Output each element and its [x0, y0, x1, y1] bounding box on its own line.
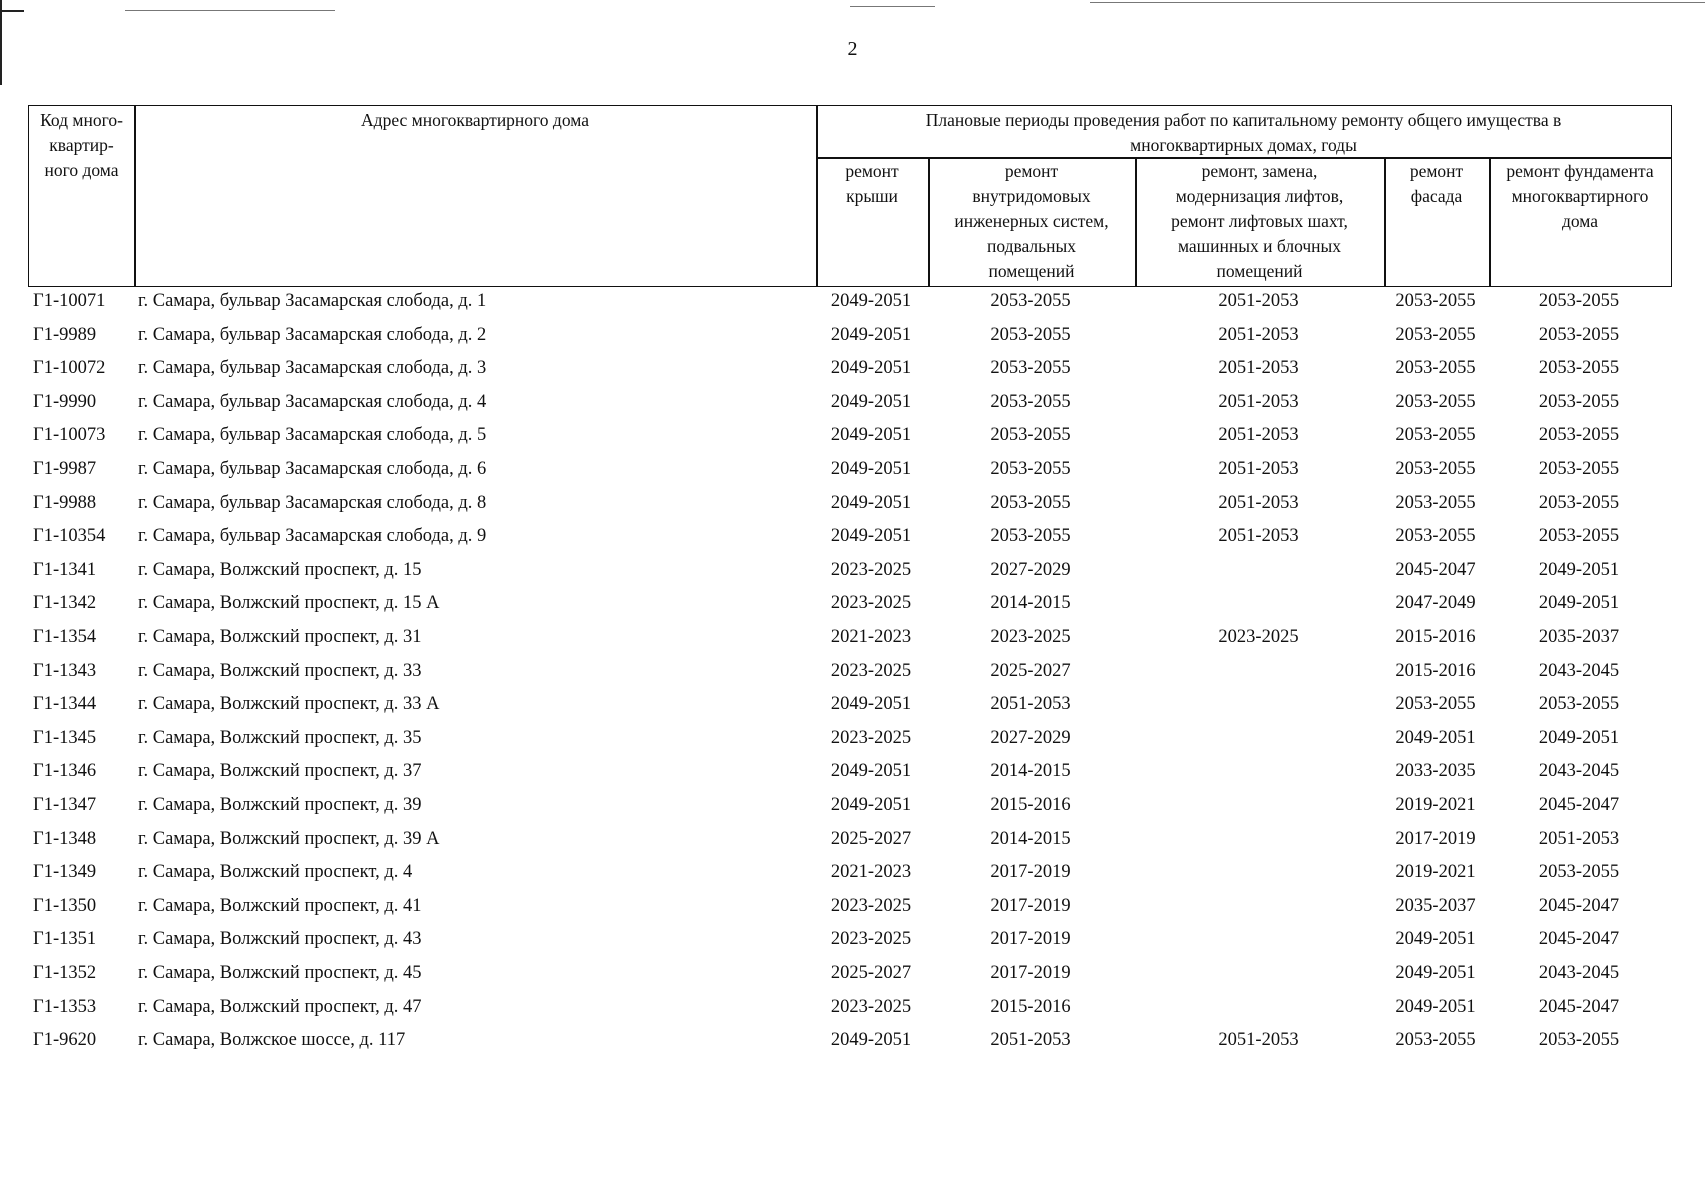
row-address: г. Самара, Волжский проспект, д. 33	[138, 660, 422, 681]
row-foundation: 2045-2047	[1538, 795, 1620, 815]
row-roof: 2025-2027	[830, 828, 912, 849]
row-systems: 2017-2019	[990, 963, 1071, 983]
header-roof: ремонт крыши	[845, 161, 899, 206]
scan-line	[125, 10, 335, 11]
row-roof: 2049-2051	[830, 1030, 912, 1051]
row-address: г. Самара, Волжский проспект, д. 39	[138, 795, 422, 815]
row-address: г. Самара, бульвар Засамарская слобода, д. 3	[138, 358, 487, 379]
row-lifts: 2051-2053	[1218, 459, 1299, 479]
row-foundation: 2035-2037	[1538, 627, 1620, 647]
table-row	[0, 526, 1705, 559]
row-facade: 2053-2055	[1395, 1030, 1476, 1051]
row-facade: 2019-2021	[1395, 862, 1476, 883]
row-roof: 2023-2025	[830, 559, 912, 580]
row-foundation: 2051-2053	[1538, 828, 1620, 849]
row-roof: 2049-2051	[830, 761, 912, 782]
page-number: 2	[847, 38, 858, 60]
row-code: Г1-10354	[33, 526, 106, 547]
row-code: Г1-9988	[33, 492, 97, 513]
row-systems: 2053-2055	[990, 291, 1071, 311]
row-systems: 2053-2055	[990, 324, 1071, 345]
row-foundation: 2053-2055	[1538, 526, 1620, 547]
row-roof: 2023-2025	[830, 996, 912, 1017]
row-roof: 2021-2023	[830, 627, 912, 647]
header-systems: ремонт внутридомовых инженерных систем, подвальных помещений	[954, 161, 1109, 281]
row-lifts: 2051-2053	[1218, 324, 1299, 345]
row-systems: 2014-2015	[990, 828, 1071, 849]
row-lifts: 2023-2025	[1218, 627, 1299, 647]
table-row	[0, 325, 1705, 358]
row-code: Г1-1342	[33, 593, 97, 614]
row-facade: 2047-2049	[1395, 593, 1476, 614]
row-address: г. Самара, Волжский проспект, д. 43	[138, 929, 422, 950]
row-roof: 2023-2025	[830, 895, 912, 916]
table-row	[0, 862, 1705, 895]
row-systems: 2015-2016	[990, 795, 1071, 815]
table-row	[0, 593, 1705, 626]
row-roof: 2049-2051	[830, 526, 912, 547]
row-roof: 2023-2025	[830, 929, 912, 950]
row-address: г. Самара, бульвар Засамарская слобода, д. 4	[138, 391, 487, 412]
table-row	[0, 997, 1705, 1030]
table-row	[0, 358, 1705, 391]
row-foundation: 2053-2055	[1538, 391, 1620, 412]
header-periods: Плановые периоды проведения работ по капитальному ремонту общего имущества в многоквартирных домах, годы	[925, 110, 1562, 155]
row-foundation: 2049-2051	[1538, 727, 1620, 748]
row-systems: 2027-2029	[990, 727, 1071, 748]
row-roof: 2023-2025	[830, 660, 912, 681]
row-address: г. Самара, Волжский проспект, д. 47	[138, 996, 422, 1017]
row-lifts: 2051-2053	[1218, 291, 1299, 311]
row-address: г. Самара, Волжский проспект, д. 41	[138, 895, 422, 916]
row-systems: 2053-2055	[990, 358, 1071, 379]
row-foundation: 2053-2055	[1538, 425, 1620, 446]
row-facade: 2049-2051	[1395, 963, 1476, 983]
row-systems: 2051-2053	[990, 1030, 1071, 1051]
row-address: г. Самара, бульвар Засамарская слобода, д. 9	[138, 526, 487, 547]
table-row	[0, 627, 1705, 660]
header-address: Адрес многоквартирного дома	[361, 110, 589, 130]
row-foundation: 2053-2055	[1538, 492, 1620, 513]
row-roof: 2049-2051	[830, 291, 912, 311]
row-code: Г1-1346	[33, 761, 97, 782]
row-code: Г1-1350	[33, 895, 97, 916]
row-address: г. Самара, Волжский проспект, д. 35	[138, 727, 422, 748]
row-facade: 2053-2055	[1395, 358, 1476, 379]
row-systems: 2051-2053	[990, 694, 1071, 715]
table-row	[0, 929, 1705, 962]
row-address: г. Самара, Волжский проспект, д. 39 А	[138, 828, 440, 849]
row-code: Г1-1344	[33, 694, 97, 715]
table-row	[0, 459, 1705, 492]
row-foundation: 2053-2055	[1538, 1030, 1620, 1051]
row-facade: 2053-2055	[1395, 324, 1476, 345]
header-foundation: ремонт фундамента многоквартирного дома	[1506, 161, 1654, 231]
row-facade: 2053-2055	[1395, 459, 1476, 479]
row-address: г. Самара, бульвар Засамарская слобода, д. 5	[138, 425, 487, 446]
scan-line	[1090, 2, 1705, 3]
row-systems: 2015-2016	[990, 996, 1071, 1017]
row-foundation: 2049-2051	[1538, 559, 1620, 580]
row-address: г. Самара, бульвар Засамарская слобода, д. 6	[138, 459, 487, 479]
row-facade: 2053-2055	[1395, 425, 1476, 446]
row-code: Г1-10072	[33, 358, 106, 379]
row-lifts: 2051-2053	[1218, 526, 1299, 547]
row-facade: 2049-2051	[1395, 929, 1476, 950]
header-code: Код много- квартир- ного дома	[40, 110, 123, 180]
row-code: Г1-9989	[33, 324, 97, 345]
row-address: г. Самара, Волжский проспект, д. 31	[138, 627, 422, 647]
row-address: г. Самара, Волжский проспект, д. 37	[138, 761, 422, 782]
row-roof: 2025-2027	[830, 963, 912, 983]
row-foundation: 2045-2047	[1538, 895, 1620, 916]
row-foundation: 2049-2051	[1538, 593, 1620, 614]
row-roof: 2023-2025	[830, 593, 912, 614]
row-systems: 2053-2055	[990, 526, 1071, 547]
header-lifts: ремонт, замена, модернизация лифтов, ремонт лифтовых шахт, машинных и блочных помещений	[1171, 161, 1348, 281]
row-roof: 2021-2023	[830, 862, 912, 883]
row-lifts: 2051-2053	[1218, 358, 1299, 379]
row-systems: 2017-2019	[990, 862, 1071, 883]
row-code: Г1-1353	[33, 996, 97, 1017]
row-systems: 2017-2019	[990, 895, 1071, 916]
row-roof: 2049-2051	[830, 492, 912, 513]
corner-mark	[0, 10, 24, 12]
row-roof: 2049-2051	[830, 694, 912, 715]
row-code: Г1-9990	[33, 391, 97, 412]
row-facade: 2053-2055	[1395, 291, 1476, 311]
table-row	[0, 963, 1705, 996]
row-code: Г1-9987	[33, 459, 97, 479]
row-facade: 2035-2037	[1395, 895, 1476, 916]
row-code: Г1-1352	[33, 963, 97, 983]
row-code: Г1-1343	[33, 660, 97, 681]
row-systems: 2053-2055	[990, 425, 1071, 446]
row-facade: 2053-2055	[1395, 526, 1476, 547]
row-address: г. Самара, бульвар Засамарская слобода, д. 2	[138, 324, 487, 345]
row-facade: 2049-2051	[1395, 727, 1476, 748]
row-facade: 2033-2035	[1395, 761, 1476, 782]
row-facade: 2053-2055	[1395, 391, 1476, 412]
row-foundation: 2053-2055	[1538, 459, 1620, 479]
row-foundation: 2043-2045	[1538, 660, 1620, 681]
row-facade: 2045-2047	[1395, 559, 1476, 580]
row-roof: 2049-2051	[830, 459, 912, 479]
row-address: г. Самара, Волжский проспект, д. 4	[138, 862, 413, 883]
row-lifts: 2051-2053	[1218, 1030, 1299, 1051]
row-code: Г1-1351	[33, 929, 97, 950]
row-foundation: 2045-2047	[1538, 996, 1620, 1017]
table-header	[28, 105, 1672, 287]
row-address: г. Самара, Волжский проспект, д. 33 А	[138, 694, 440, 715]
table-row	[0, 694, 1705, 727]
table-row	[0, 560, 1705, 593]
table-row	[0, 761, 1705, 794]
row-facade: 2019-2021	[1395, 795, 1476, 815]
row-systems: 2027-2029	[990, 559, 1071, 580]
row-facade: 2053-2055	[1395, 694, 1476, 715]
row-roof: 2049-2051	[830, 795, 912, 815]
row-code: Г1-9620	[33, 1030, 97, 1051]
row-address: г. Самара, Волжский проспект, д. 15	[138, 559, 422, 580]
row-code: Г1-1347	[33, 795, 97, 815]
table-row	[0, 493, 1705, 526]
row-facade: 2015-2016	[1395, 660, 1476, 681]
row-address: г. Самара, Волжский проспект, д. 15 А	[138, 593, 440, 614]
table-row	[0, 795, 1705, 828]
row-systems: 2023-2025	[990, 627, 1071, 647]
row-lifts: 2051-2053	[1218, 425, 1299, 446]
row-code: Г1-10073	[33, 425, 106, 446]
row-foundation: 2043-2045	[1538, 963, 1620, 983]
row-facade: 2053-2055	[1395, 492, 1476, 513]
row-address: г. Самара, бульвар Засамарская слобода, д. 8	[138, 492, 487, 513]
row-facade: 2015-2016	[1395, 627, 1476, 647]
row-systems: 2025-2027	[990, 660, 1071, 681]
row-facade: 2049-2051	[1395, 996, 1476, 1017]
row-foundation: 2053-2055	[1538, 694, 1620, 715]
table-row	[0, 829, 1705, 862]
row-foundation: 2053-2055	[1538, 862, 1620, 883]
row-facade: 2017-2019	[1395, 828, 1476, 849]
row-code: Г1-1341	[33, 559, 97, 580]
row-address: г. Самара, Волжское шоссе, д. 117	[138, 1030, 406, 1051]
row-systems: 2053-2055	[990, 459, 1071, 479]
table-row	[0, 896, 1705, 929]
row-address: г. Самара, бульвар Засамарская слобода, д. 1	[138, 291, 487, 311]
header-facade: ремонт фасада	[1409, 161, 1464, 206]
row-foundation: 2053-2055	[1538, 324, 1620, 345]
row-foundation: 2053-2055	[1538, 358, 1620, 379]
row-foundation: 2045-2047	[1538, 929, 1620, 950]
row-systems: 2053-2055	[990, 492, 1071, 513]
row-roof: 2049-2051	[830, 425, 912, 446]
row-systems: 2014-2015	[990, 761, 1071, 782]
row-roof: 2049-2051	[830, 391, 912, 412]
row-roof: 2049-2051	[830, 324, 912, 345]
row-code: Г1-1349	[33, 862, 97, 883]
row-systems: 2053-2055	[990, 391, 1071, 412]
row-systems: 2014-2015	[990, 593, 1071, 614]
row-code: Г1-1348	[33, 828, 97, 849]
row-lifts: 2051-2053	[1218, 492, 1299, 513]
row-code: Г1-10071	[33, 291, 106, 311]
row-roof: 2049-2051	[830, 358, 912, 379]
row-systems: 2017-2019	[990, 929, 1071, 950]
table-row	[0, 1030, 1705, 1063]
table-row	[0, 392, 1705, 425]
row-code: Г1-1345	[33, 727, 97, 748]
row-foundation: 2053-2055	[1538, 291, 1620, 311]
row-address: г. Самара, Волжский проспект, д. 45	[138, 963, 422, 983]
table-row	[0, 425, 1705, 458]
row-lifts: 2051-2053	[1218, 391, 1299, 412]
row-code: Г1-1354	[33, 627, 97, 647]
row-roof: 2023-2025	[830, 727, 912, 748]
table-row	[0, 661, 1705, 694]
table-row	[0, 291, 1705, 324]
row-foundation: 2043-2045	[1538, 761, 1620, 782]
table-row	[0, 728, 1705, 761]
scan-line	[850, 6, 935, 7]
